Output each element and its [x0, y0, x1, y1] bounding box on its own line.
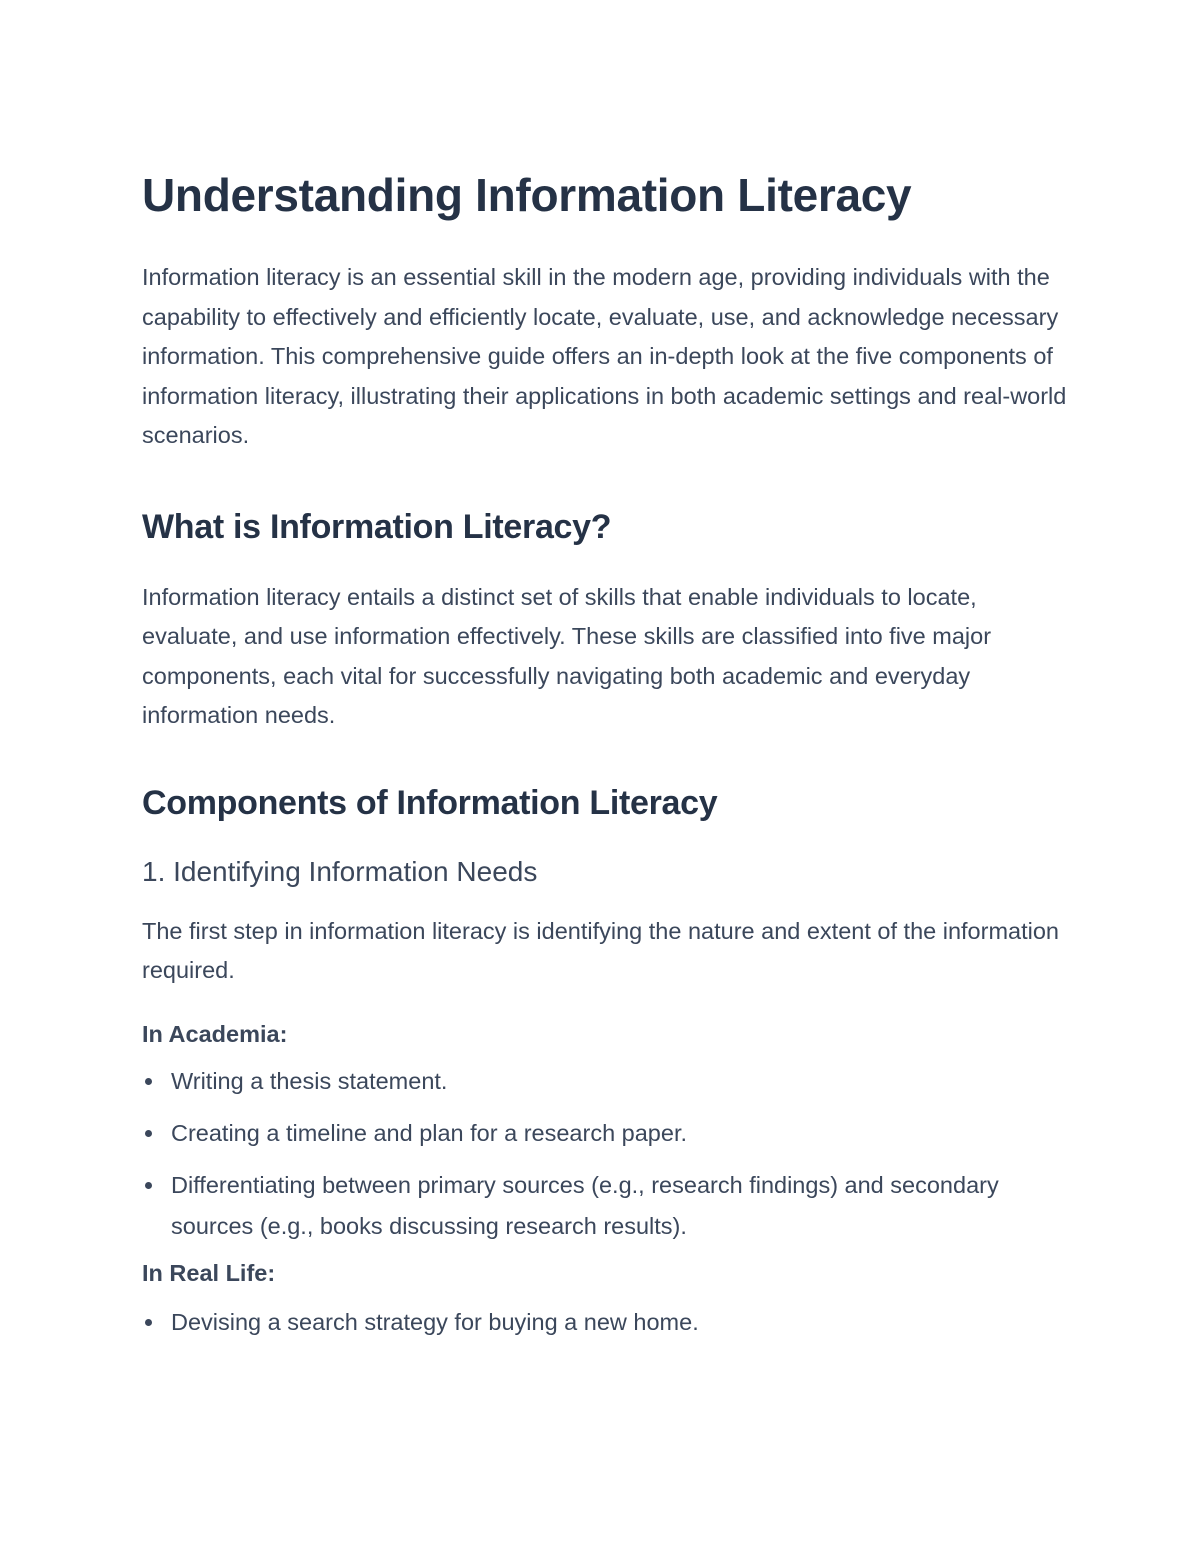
- list-item-text: Writing a thesis statement.: [171, 1067, 448, 1094]
- real-life-list: [142, 1302, 1072, 1343]
- what-is-paragraph: Information literacy entails a distinct set of skills that enable individuals to locate, evaluate, and use information effectively. These skills are classified into five major components, each vital for successfully navigating both academic and everyday information needs.: [142, 583, 992, 728]
- list-item-text: Creating a timeline and plan for a research paper.: [171, 1119, 688, 1146]
- in-real-life-label: In Real Life:: [142, 1259, 276, 1286]
- bullet-icon: [145, 1130, 152, 1137]
- bullet-icon: [145, 1182, 152, 1189]
- in-academia-label: In Academia:: [142, 1020, 288, 1047]
- list-item-text: Differentiating between primary sources (e.g., research findings) and secondary sources (e.g., books discussing research results).: [171, 1171, 999, 1239]
- list-item: [142, 1113, 1072, 1154]
- section-heading-what-is: What is Information Literacy?: [142, 507, 612, 546]
- subsection-heading-identifying-needs: 1. Identifying Information Needs: [142, 855, 538, 887]
- intro-paragraph: Information literacy is an essential skill in the modern age, providing individuals with the capability to effectively and efficiently locate, evaluate, use, and acknowledge necessary information. This comprehensive guide offers an in-depth look at the five components of information literacy, illustrating their applications in both academic settings and real-world scenarios.: [142, 264, 1067, 448]
- bullet-icon: [145, 1078, 152, 1085]
- academia-list: [142, 1061, 1072, 1247]
- list-item: [142, 1165, 1072, 1247]
- list-item-text: Devising a search strategy for buying a new home.: [171, 1308, 699, 1335]
- section-heading-components: Components of Information Literacy: [142, 783, 718, 822]
- bullet-icon: [145, 1319, 152, 1326]
- document-page: [142, 168, 1072, 1343]
- identifying-needs-paragraph: The first step in information literacy is identifying the nature and extent of the information required.: [142, 917, 1059, 983]
- list-item: [142, 1302, 1072, 1343]
- list-item: [142, 1061, 1072, 1102]
- page-title: Understanding Information Literacy: [142, 169, 912, 221]
